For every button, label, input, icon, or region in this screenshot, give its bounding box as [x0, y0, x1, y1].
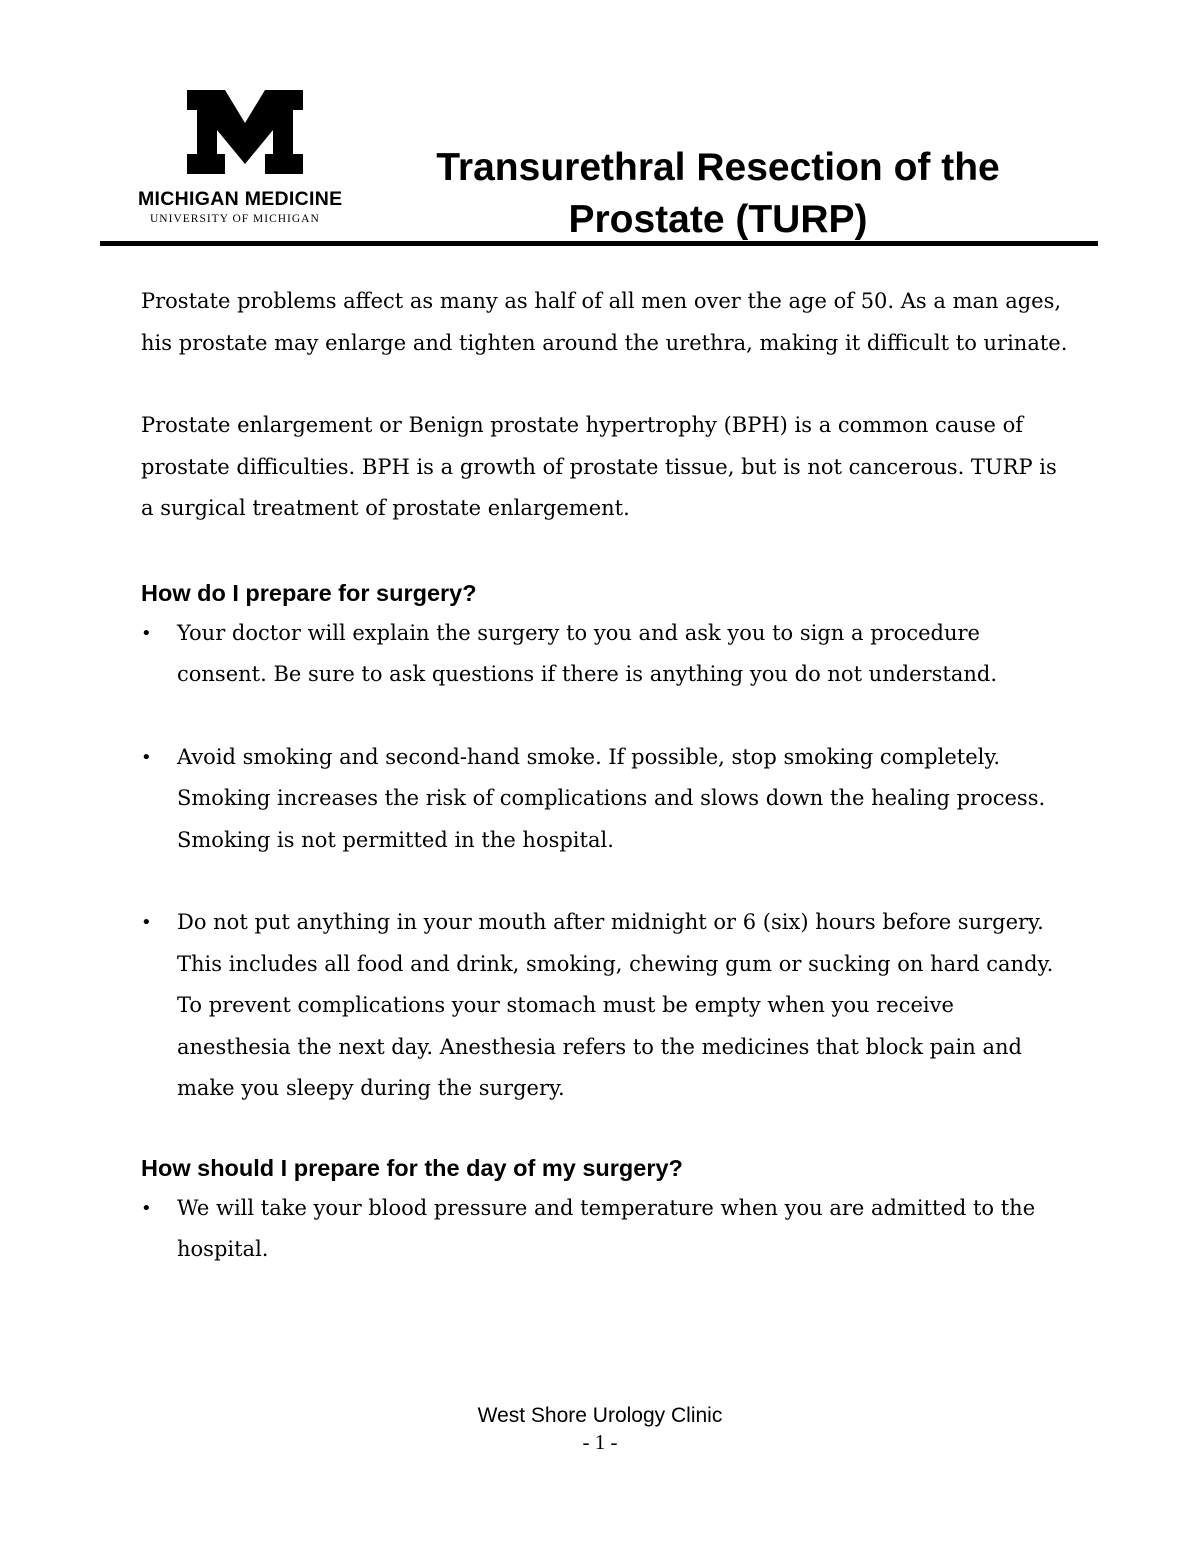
section-heading: How do I prepare for surgery?	[141, 579, 477, 606]
bullet-list	[141, 613, 1071, 1110]
block-m-icon	[185, 90, 305, 174]
bullet-icon: •	[141, 746, 152, 768]
document-body	[141, 281, 1071, 1271]
list-item: • Do not put anything in your mouth after midnight or 6 (six) hours before surgery. This includes all food and drink, smoking, chewing gum or sucking on hard candy. To prevent complications your stomach must be empty when you receive anesthesia the next day. Anesthesia refers to the medicines that block pain and make you sleepy during the surgery.	[141, 902, 1071, 1110]
header-divider	[100, 241, 1098, 246]
michigan-medicine-logo	[138, 90, 353, 230]
intro-paragraph: Prostate problems affect as many as half of all men over the age of 50. As a man ages, his prostate may enlarge and tighten around the urethra, making it difficult to urinate.	[141, 289, 1068, 355]
list-item: • We will take your blood pressure and temperature when you are admitted to the hospital.	[141, 1188, 1071, 1271]
bullet-icon: •	[141, 622, 152, 644]
bullet-icon: •	[141, 912, 152, 933]
title-line-1: Transurethral Resection of the	[436, 146, 1000, 189]
page-number: - 1 -	[582, 1430, 618, 1454]
page-title	[378, 142, 1058, 246]
list-item: • Your doctor will explain the surgery to you and ask you to sign a procedure consent. Be sure to ask questions if there is anything you do not understand.	[141, 613, 1071, 696]
section-heading: How should I prepare for the day of my surgery?	[141, 1154, 683, 1181]
list-item: • Avoid smoking and second-hand smoke. If possible, stop smoking completely. Smoking increases the risk of complications and slows down the healing process. Smoking is not permitted in the hospital.	[141, 737, 1071, 862]
bullet-icon: •	[141, 1197, 152, 1219]
title-line-2: Prostate (TURP)	[568, 198, 868, 241]
bullet-list	[141, 1188, 1071, 1271]
logo-name: MICHIGAN MEDICINE	[138, 188, 343, 210]
footer-clinic: West Shore Urology Clinic	[477, 1404, 723, 1427]
logo-subtitle: UNIVERSITY OF MICHIGAN	[150, 213, 320, 225]
page-footer	[0, 1403, 1200, 1455]
intro-paragraph: Prostate enlargement or Benign prostate hypertrophy (BPH) is a common cause of prostate difficulties. BPH is a growth of prostate tissue, but is not cancerous. TURP is a surgical treatment of prostate enlargement.	[141, 413, 1057, 520]
